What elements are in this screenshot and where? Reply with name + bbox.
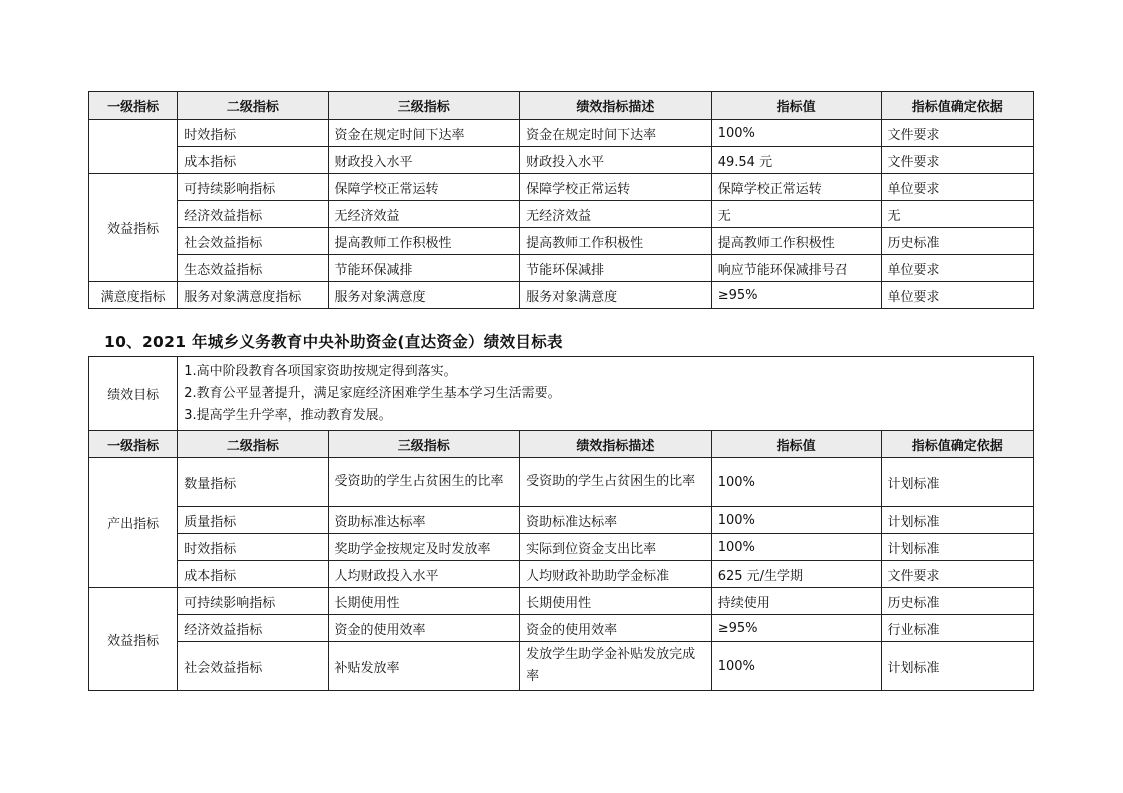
header-level1: 一级指标 <box>89 431 178 458</box>
table-cell: 经济效益指标 <box>178 201 328 228</box>
table-row <box>89 507 1034 534</box>
goal-line: 1.高中阶段教育各项国家资助按规定得到落实。 <box>184 363 457 379</box>
table-cell: 财政投入水平 <box>520 147 712 174</box>
table-cell: 资助标准达标率 <box>520 507 712 534</box>
table-cell: 长期使用性 <box>328 588 520 615</box>
table-cell: 服务对象满意度 <box>520 282 712 309</box>
header-level2: 二级指标 <box>178 92 328 120</box>
table-cell: 100% <box>711 458 881 507</box>
table-cell: 服务对象满意度指标 <box>178 282 328 309</box>
table-cell: 生态效益指标 <box>178 255 328 282</box>
table-row <box>89 282 1034 309</box>
level1-cell <box>89 120 178 174</box>
goal-line: 3.提高学生升学率，推动教育发展。 <box>184 407 392 423</box>
goal-content <box>178 357 1034 431</box>
table-header-row <box>89 92 1034 120</box>
header-level3: 三级指标 <box>328 92 520 120</box>
table-cell: 单位要求 <box>881 255 1033 282</box>
table-cell: 无经济效益 <box>328 201 520 228</box>
table-cell: 成本指标 <box>178 147 328 174</box>
header-level2: 二级指标 <box>178 431 328 458</box>
table-row <box>89 255 1034 282</box>
table-cell: 无 <box>881 201 1033 228</box>
table-cell: 计划标准 <box>881 642 1033 691</box>
table-row <box>89 642 1034 691</box>
performance-table-2 <box>88 356 1034 691</box>
table-cell: 提高教师工作积极性 <box>520 228 712 255</box>
table-cell: 提高教师工作积极性 <box>711 228 881 255</box>
table-row <box>89 458 1034 507</box>
table-row <box>89 228 1034 255</box>
table-cell: 成本指标 <box>178 561 328 588</box>
table-cell: 625 元/生学期 <box>711 561 881 588</box>
table-cell: 时效指标 <box>178 120 328 147</box>
header-level1: 一级指标 <box>89 92 178 120</box>
table-cell: 文件要求 <box>881 120 1033 147</box>
table-cell: 单位要求 <box>881 174 1033 201</box>
level1-cell: 效益指标 <box>89 588 178 691</box>
table-cell: 资助标准达标率 <box>328 507 520 534</box>
table-cell: 资金的使用效率 <box>328 615 520 642</box>
table-row <box>89 588 1034 615</box>
table-cell: 可持续影响指标 <box>178 588 328 615</box>
table-cell: 持续使用 <box>711 588 881 615</box>
table-cell: 历史标准 <box>881 228 1033 255</box>
table-cell: 长期使用性 <box>520 588 712 615</box>
table-cell: 可持续影响指标 <box>178 174 328 201</box>
table-cell: 无经济效益 <box>520 201 712 228</box>
table-cell: 人均财政投入水平 <box>328 561 520 588</box>
table-row <box>89 201 1034 228</box>
performance-table-1 <box>88 91 1034 309</box>
table-cell: 100% <box>711 120 881 147</box>
header-basis: 指标值确定依据 <box>881 92 1033 120</box>
table-cell: 社会效益指标 <box>178 642 328 691</box>
table-cell: 响应节能环保减排号召 <box>711 255 881 282</box>
table-cell: 财政投入水平 <box>328 147 520 174</box>
table-cell: 历史标准 <box>881 588 1033 615</box>
table-cell: 发放学生助学金补贴发放完成率 <box>520 642 712 691</box>
table-cell: 文件要求 <box>881 147 1033 174</box>
header-value: 指标值 <box>711 431 881 458</box>
table-cell: 社会效益指标 <box>178 228 328 255</box>
level1-cell: 效益指标 <box>89 174 178 282</box>
table-cell: 时效指标 <box>178 534 328 561</box>
table-cell: 受资助的学生占贫困生的比率 <box>520 458 712 507</box>
table-cell: 行业标准 <box>881 615 1033 642</box>
table-cell: 资金在规定时间下达率 <box>520 120 712 147</box>
table-cell: 数量指标 <box>178 458 328 507</box>
table-cell: 补贴发放率 <box>328 642 520 691</box>
level1-cell: 产出指标 <box>89 458 178 588</box>
level1-cell: 满意度指标 <box>89 282 178 309</box>
table-row <box>89 615 1034 642</box>
goal-line: 2.教育公平显著提升，满足家庭经济困难学生基本学习生活需要。 <box>184 385 561 401</box>
table-cell: 100% <box>711 534 881 561</box>
table-cell: ≥95% <box>711 282 881 309</box>
table-cell: 无 <box>711 201 881 228</box>
table-cell: 实际到位资金支出比率 <box>520 534 712 561</box>
table-cell: 单位要求 <box>881 282 1033 309</box>
table-cell: 100% <box>711 507 881 534</box>
table-cell: 受资助的学生占贫困生的比率 <box>328 458 520 507</box>
table-cell: 提高教师工作积极性 <box>328 228 520 255</box>
table-row <box>89 120 1034 147</box>
table-row <box>89 147 1034 174</box>
table-cell: 节能环保减排 <box>328 255 520 282</box>
table-cell: 奖助学金按规定及时发放率 <box>328 534 520 561</box>
table-cell: 质量指标 <box>178 507 328 534</box>
table-cell: 经济效益指标 <box>178 615 328 642</box>
table-cell: ≥95% <box>711 615 881 642</box>
header-description: 绩效指标描述 <box>520 431 712 458</box>
table-cell: 保障学校正常运转 <box>520 174 712 201</box>
header-value: 指标值 <box>711 92 881 120</box>
table-cell: 保障学校正常运转 <box>711 174 881 201</box>
goal-row <box>89 357 1034 431</box>
table-row <box>89 534 1034 561</box>
header-basis: 指标值确定依据 <box>881 431 1033 458</box>
table-cell: 人均财政补助助学金标准 <box>520 561 712 588</box>
table-cell: 资金的使用效率 <box>520 615 712 642</box>
table-cell: 计划标准 <box>881 534 1033 561</box>
header-level3: 三级指标 <box>328 431 520 458</box>
table-row <box>89 561 1034 588</box>
table-cell: 资金在规定时间下达率 <box>328 120 520 147</box>
table-row <box>89 174 1034 201</box>
table-header-row <box>89 431 1034 458</box>
table-cell: 计划标准 <box>881 507 1033 534</box>
table-cell: 计划标准 <box>881 458 1033 507</box>
table-cell: 保障学校正常运转 <box>328 174 520 201</box>
section-title: 10、2021 年城乡义务教育中央补助资金(直达资金）绩效目标表 <box>104 333 563 351</box>
header-description: 绩效指标描述 <box>520 92 712 120</box>
table-cell: 文件要求 <box>881 561 1033 588</box>
table-cell: 服务对象满意度 <box>328 282 520 309</box>
goal-label: 绩效目标 <box>89 357 178 431</box>
table-cell: 49.54 元 <box>711 147 881 174</box>
table-cell: 100% <box>711 642 881 691</box>
table-cell: 节能环保减排 <box>520 255 712 282</box>
